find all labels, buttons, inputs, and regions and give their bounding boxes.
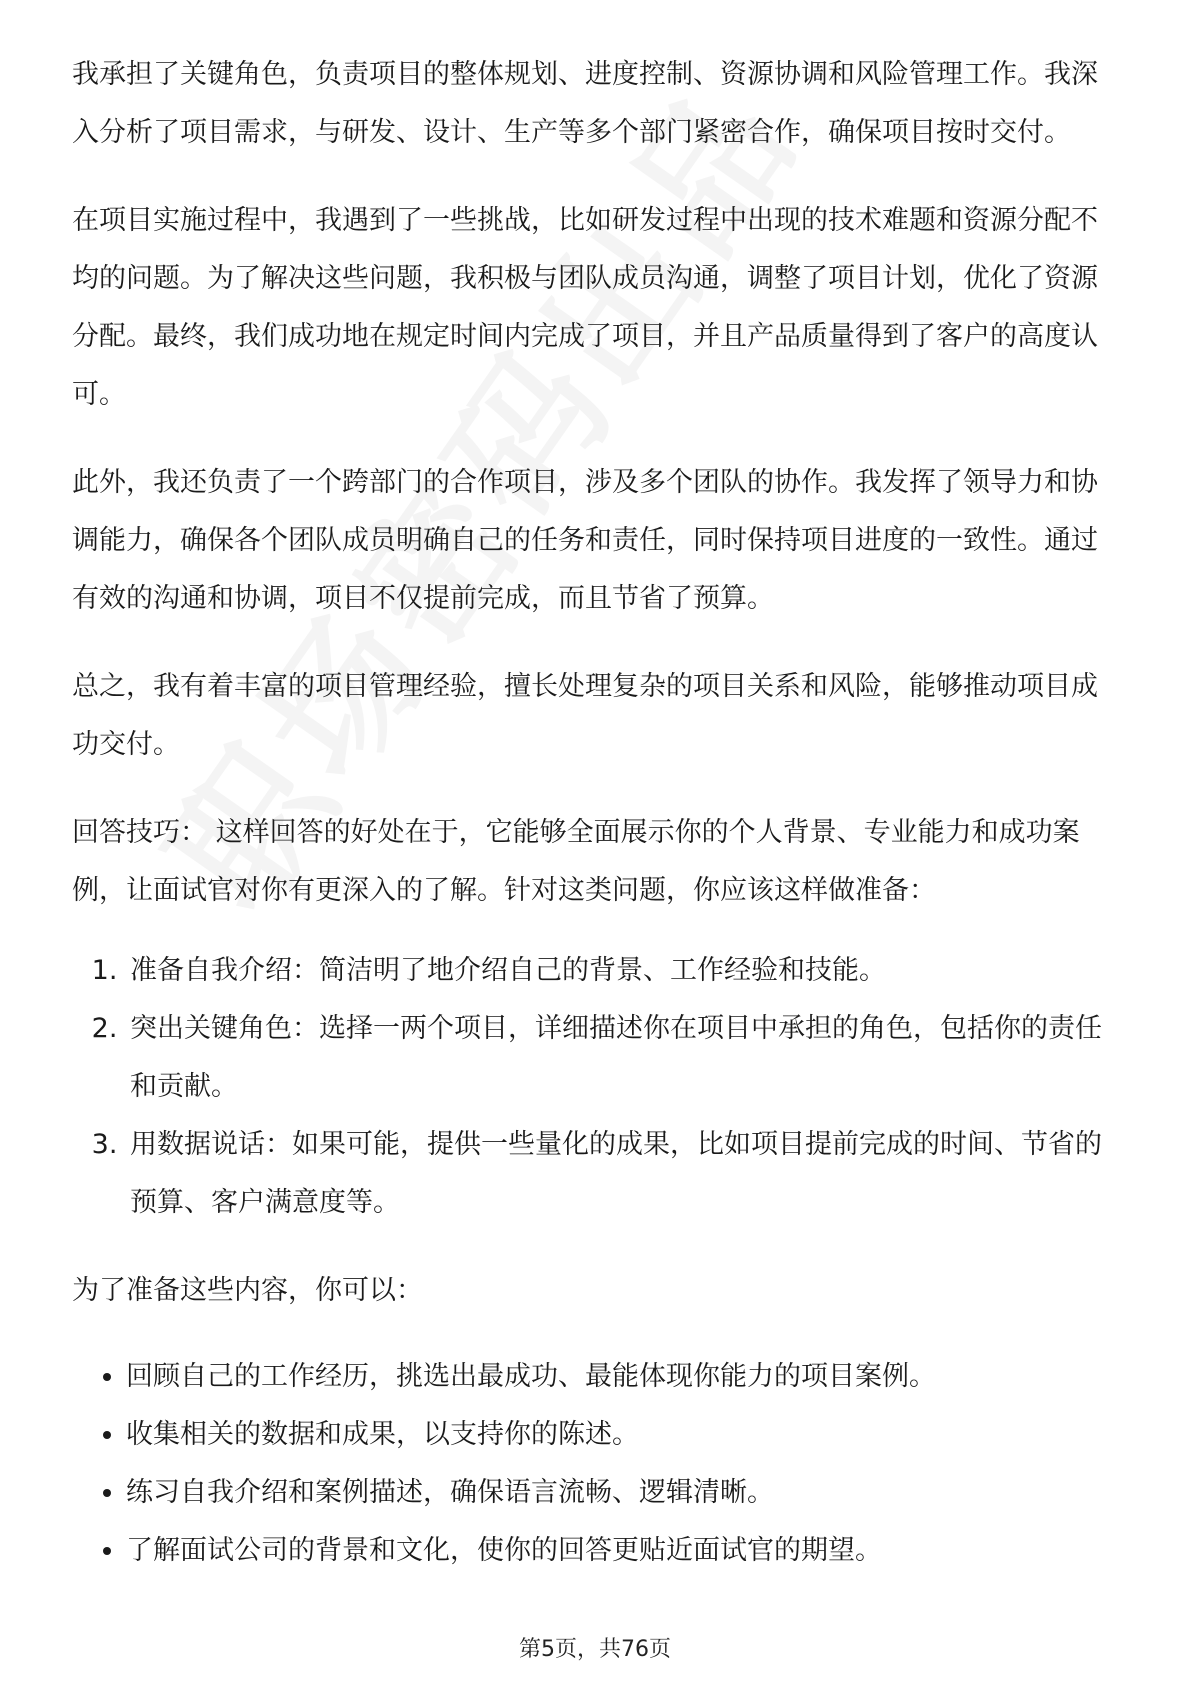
list-item: • 练习自我介绍和案例描述，确保语言流畅、逻辑清晰。 bbox=[126, 1464, 1122, 1522]
paragraph-role: 我承担了关键角色，负责项目的整体规划、进度控制、资源协调和风险管理工作。我深入分析了项目需求，与研发、设计、生产等多个部门紧密合作，确保项目按时交付。 bbox=[72, 59, 1098, 148]
actions-lead: 为了准备这些内容，你可以： bbox=[72, 1275, 423, 1306]
list-item: • 了解面试公司的背景和文化，使你的回答更贴近面试官的期望。 bbox=[126, 1522, 1122, 1580]
list-item: 3. 用数据说话：如果可能，提供一些量化的成果，比如项目提前完成的时间、节省的预算、客户满意度等。 bbox=[126, 1116, 1122, 1232]
answer-tips: 回答技巧： 这样回答的好处在于，它能够全面展示你的个人背景、专业能力和成功案例，让面试官对你有更深入的了解。针对这类问题，你应该这样做准备： bbox=[72, 817, 1080, 906]
list-item: • 回顾自己的工作经历，挑选出最成功、最能体现你能力的项目案例。 bbox=[126, 1348, 1122, 1406]
list-item: • 收集相关的数据和成果，以支持你的陈述。 bbox=[126, 1406, 1122, 1464]
paragraph-cross-department: 此外，我还负责了一个跨部门的合作项目，涉及多个团队的协作。我发挥了领导力和协调能力，确保各个团队成员明确自己的任务和责任，同时保持项目进度的一致性。通过有效的沟通和协调，项目不仅提前完成，而且节省了预算。 bbox=[72, 467, 1098, 614]
preparation-actions-list bbox=[72, 1348, 1122, 1580]
document-body bbox=[72, 46, 1122, 1580]
preparation-steps-list bbox=[72, 942, 1122, 1232]
paragraph-challenges: 在项目实施过程中，我遇到了一些挑战，比如研发过程中出现的技术难题和资源分配不均的问题。为了解决这些问题，我积极与团队成员沟通，调整了项目计划，优化了资源分配。最终，我们成功地在规定时间内完成了项目，并且产品质量得到了客户的高度认可。 bbox=[72, 205, 1098, 410]
list-item: 2. 突出关键角色：选择一两个项目，详细描述你在项目中承担的角色，包括你的责任和贡献。 bbox=[126, 1000, 1122, 1116]
paragraph-summary: 总之，我有着丰富的项目管理经验，擅长处理复杂的项目关系和风险，能够推动项目成功交付。 bbox=[72, 671, 1098, 760]
page-number: 第5页，共76页 bbox=[519, 1637, 671, 1662]
list-item: 1. 准备自我介绍：简洁明了地介绍自己的背景、工作经验和技能。 bbox=[126, 942, 1122, 1000]
